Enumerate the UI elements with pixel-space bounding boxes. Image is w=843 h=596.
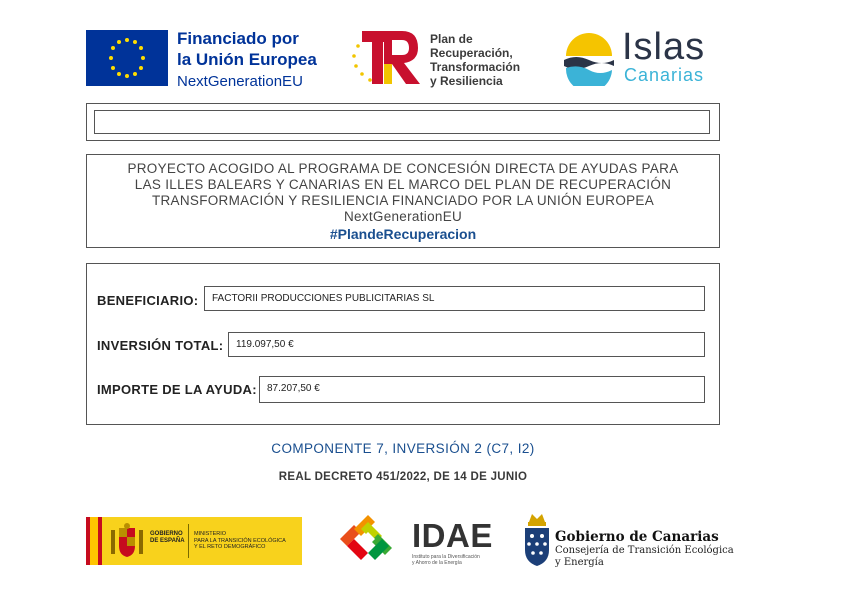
componente-text: COMPONENTE 7, INVERSIÓN 2 (C7, I2) [271,441,535,456]
idae-text [412,519,493,566]
idae-sub-2: y Ahorro de la Energía [412,560,462,566]
canarias-word: Canarias [624,65,705,85]
gobierno-line-2: DE ESPAÑA [150,538,185,544]
ministerio-line-3: Y EL RETO DEMOGRÁFICO [194,544,266,550]
beneficiario-field: FACTORII PRODUCCIONES PUBLICITARIAS SL [204,286,705,311]
prtr-line-4: y Resiliencia [430,74,503,88]
ministerio-line-2: PARA LA TRANSICIÓN ECOLÓGICA [194,537,286,544]
project-line-2: LAS ILLES BALEARS Y CANARIAS EN EL MARCO DEL PLAN DE RECUPERACIÓN [134,177,672,192]
real-decreto-text: REAL DECRETO 451/2022, DE 14 DE JUNIO [278,471,528,483]
prtr-line-2: Recuperación, [430,46,513,60]
gobierno-divider [188,524,189,558]
eu-stars-icon [86,30,168,86]
importe-ayuda-field: 87.207,50 € [259,376,705,403]
inversion-total-field: 119.097,50 € [228,332,705,357]
project-line-1: PROYECTO ACOGIDO AL PROGRAMA DE CONCESIÓN DIRECTA DE AYUDAS PARA [127,161,679,176]
prtr-line-1: Plan de [430,32,473,46]
islas-word: Islas [622,26,706,68]
idae-symbol-icon [334,512,408,566]
ministerio-text [194,531,286,551]
prtr-line-3: Transformación [430,60,521,74]
gobierno-espana-text [150,531,185,545]
idae-logo [334,512,408,566]
sun-wave-icon [562,32,616,86]
ministerio-line-1: MINISTERIO [194,531,227,537]
hashtag: #PlandeRecuperacion [329,226,477,242]
idae-name: IDAE [412,517,493,554]
spain-coat-of-arms-icon [108,522,146,560]
islas-canarias-logo [562,32,616,86]
eu-flag-logo [86,30,168,86]
project-line-3: TRANSFORMACIÓN Y RESILIENCIA FINANCIADO POR LA UNIÓN EUROPEA [151,193,655,208]
spain-flag-yellow-stripe [90,517,98,565]
gobierno-canarias-crest-icon [523,512,551,568]
consejeria-line-1: Consejería de Transición Ecológica [555,545,734,556]
inversion-total-label: INVERSIÓN TOTAL: [97,338,224,353]
project-line-4: NextGenerationEU [343,209,463,224]
gobierno-canarias-text [555,530,734,569]
beneficiario-label: BENEFICIARIO: [97,293,199,308]
eu-line-2: la Unión Europea [177,50,317,69]
islas-canarias-text [622,28,705,84]
idae-sub-1: Instituto para la Diversificación [412,554,480,560]
empty-field [94,110,710,134]
prtr-tr-icon [348,28,423,88]
prtr-logo [348,28,423,88]
consejeria-line-2: y Energía [555,557,604,568]
eu-funding-text [177,28,317,92]
eu-line-3: NextGenerationEU [177,73,303,90]
project-description-box [86,154,720,248]
eu-line-1: Financiado por [177,29,299,48]
importe-ayuda-label: IMPORTE DE LA AYUDA: [97,382,257,397]
gobierno-line-1: GOBIERNO [150,531,183,537]
prtr-text [430,32,520,88]
gobierno-canarias-name: Gobierno de Canarias [555,529,719,545]
